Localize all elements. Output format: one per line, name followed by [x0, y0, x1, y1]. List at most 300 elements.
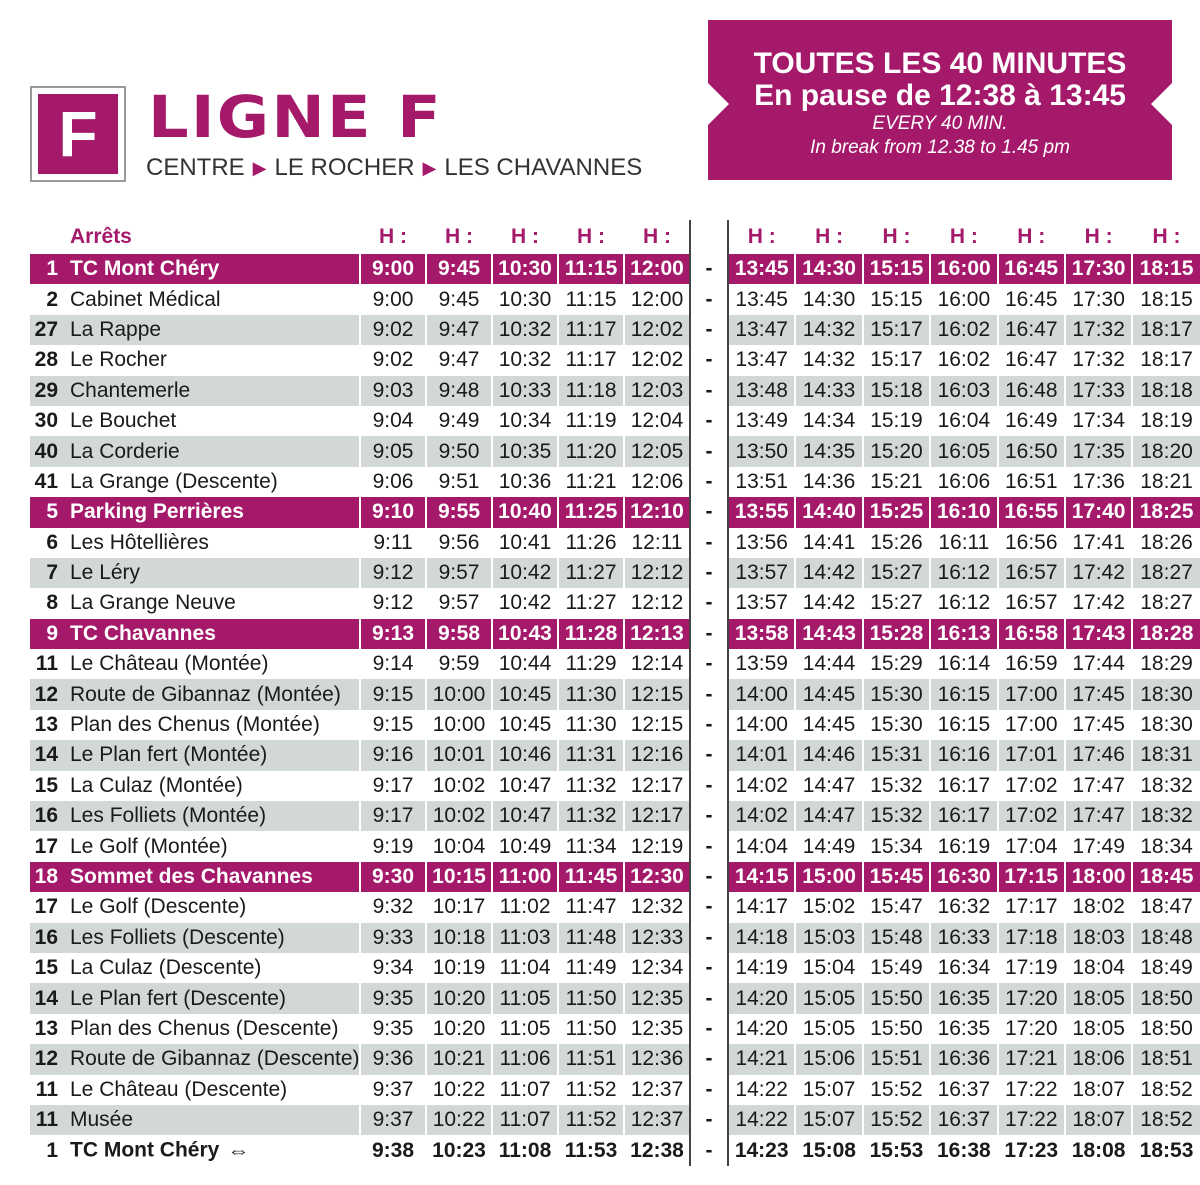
departure-time: 12:02: [624, 315, 690, 345]
stop-number: 13: [34, 713, 58, 737]
departure-time: 16:00: [930, 254, 997, 284]
departure-time: 11:32: [558, 771, 624, 801]
departure-time: 17:20: [998, 1014, 1065, 1044]
departure-time: 14:32: [795, 315, 862, 345]
departure-time: 12:37: [624, 1075, 690, 1105]
departure-time: 17:02: [998, 801, 1065, 831]
stop-number: 29: [30, 376, 64, 406]
departure-time: 9:51: [426, 467, 492, 497]
departure-time: 10:17: [426, 892, 492, 922]
stop-number: 13: [34, 1016, 58, 1040]
departure-time: 15:32: [863, 771, 930, 801]
departure-time: 14:47: [795, 771, 862, 801]
table-row: [30, 406, 1200, 436]
departure-time: 10:30: [492, 284, 558, 314]
departure-time: 12:05: [624, 436, 690, 466]
departure-time: 14:42: [795, 588, 862, 618]
table-row: [30, 376, 1200, 406]
break-dash: -: [690, 376, 728, 406]
stop-name-label: Chantemerle: [70, 378, 191, 402]
departure-time: 14:34: [795, 406, 862, 436]
departure-time: 14:43: [795, 619, 862, 649]
departure-time: 11:34: [558, 831, 624, 861]
departure-time: 9:00: [360, 254, 426, 284]
departure-time: 18:32: [1132, 801, 1199, 831]
frequency-banner: [708, 20, 1172, 180]
stop-name-label: La Grange (Descente): [70, 469, 278, 493]
stop-number: 15: [34, 956, 58, 980]
departure-time: 18:21: [1132, 467, 1199, 497]
departure-time: 13:58: [728, 619, 795, 649]
departure-time: 15:26: [863, 528, 930, 558]
stop-name-label: La Rappe: [70, 317, 162, 341]
departure-time: 9:16: [360, 740, 426, 770]
departure-time: 11:32: [558, 801, 624, 831]
departure-time: 16:45: [998, 284, 1065, 314]
departure-time: 11:52: [558, 1105, 624, 1135]
departure-time: 15:48: [863, 923, 930, 953]
departure-time: 9:17: [360, 771, 426, 801]
departure-time: 10:04: [426, 831, 492, 861]
stop-name: [64, 619, 360, 649]
stop-name: [64, 801, 360, 831]
stop-name-label: Le Golf (Montée): [70, 834, 228, 858]
table-row: [30, 771, 1200, 801]
stop-name-label: Le Plan fert (Montée): [70, 743, 268, 767]
table-row: [30, 649, 1200, 679]
break-dash: -: [690, 1044, 728, 1074]
departure-time: 17:33: [1065, 376, 1132, 406]
departure-time: 14:04: [728, 831, 795, 861]
departure-time: 11:30: [558, 679, 624, 709]
stop-name: [64, 649, 360, 679]
table-row: [30, 284, 1200, 314]
departure-time: 12:15: [624, 679, 690, 709]
departure-time: 16:33: [930, 923, 997, 953]
departure-time: 14:45: [795, 679, 862, 709]
departure-time: 17:34: [1065, 406, 1132, 436]
departure-time: 16:00: [930, 284, 997, 314]
departure-time: 9:35: [360, 983, 426, 1013]
departure-time: 9:50: [426, 436, 492, 466]
table-row: [30, 467, 1200, 497]
departure-time: 14:19: [728, 953, 795, 983]
stop-name-label: Plan des Chenus (Montée): [70, 713, 320, 737]
break-dash: -: [690, 558, 728, 588]
line-logo-letter: F: [38, 94, 118, 174]
right-arrow-icon: ▶: [252, 157, 267, 178]
departure-time: 15:17: [863, 315, 930, 345]
departure-time: 14:33: [795, 376, 862, 406]
departure-time: 9:14: [360, 649, 426, 679]
stop-name: [64, 315, 360, 345]
stop-name: [64, 284, 360, 314]
departure-time: 18:00: [1065, 862, 1132, 892]
departure-time: 9:04: [360, 406, 426, 436]
departure-time: 14:21: [728, 1044, 795, 1074]
departure-time: 9:47: [426, 315, 492, 345]
departure-time: 10:40: [492, 497, 558, 527]
departure-time: 15:25: [863, 497, 930, 527]
stop-name-label: Parking Perrières: [70, 500, 244, 524]
departure-time: 15:51: [863, 1044, 930, 1074]
departure-time: 12:13: [624, 619, 690, 649]
departure-time: 16:36: [930, 1044, 997, 1074]
route-stop-1: CENTRE: [146, 154, 245, 181]
departure-time: 15:52: [863, 1075, 930, 1105]
departure-time: 18:51: [1132, 1044, 1199, 1074]
departure-time: 16:55: [998, 497, 1065, 527]
stop-name-label: Les Folliets (Montée): [70, 804, 267, 828]
departure-time: 16:35: [930, 983, 997, 1013]
departure-time: 10:45: [492, 710, 558, 740]
departure-time: 16:05: [930, 436, 997, 466]
departure-time: 17:22: [998, 1105, 1065, 1135]
departure-time: 14:36: [795, 467, 862, 497]
break-dash: -: [690, 983, 728, 1013]
departure-time: 16:06: [930, 467, 997, 497]
departure-time: 17:23: [998, 1135, 1065, 1165]
stop-number: 14: [30, 740, 64, 770]
departure-time: 17:00: [998, 710, 1065, 740]
departure-time: 17:15: [998, 862, 1065, 892]
departure-time: 16:12: [930, 558, 997, 588]
stop-name-label: Les Hôtellières: [70, 530, 209, 554]
departure-time: 14:45: [795, 710, 862, 740]
departure-time: 12:33: [624, 923, 690, 953]
departure-time: 11:49: [558, 953, 624, 983]
departure-time: 16:03: [930, 376, 997, 406]
departure-time: 15:34: [863, 831, 930, 861]
hour-header: H :: [492, 220, 558, 254]
departure-time: 18:30: [1132, 679, 1199, 709]
departure-time: 16:04: [930, 406, 997, 436]
departure-time: 11:06: [492, 1044, 558, 1074]
table-row: [30, 983, 1200, 1013]
departure-time: 10:32: [492, 345, 558, 375]
departure-time: 14:44: [795, 649, 862, 679]
departure-time: 17:32: [1065, 345, 1132, 375]
departure-time: 14:20: [728, 983, 795, 1013]
table-row: [30, 315, 1200, 345]
departure-time: 15:04: [795, 953, 862, 983]
departure-time: 14:35: [795, 436, 862, 466]
departure-time: 18:34: [1132, 831, 1199, 861]
departure-time: 15:08: [795, 1135, 862, 1165]
break-dash: -: [690, 831, 728, 861]
stop-name-label: TC Chavannes: [70, 621, 216, 645]
departure-time: 10:33: [492, 376, 558, 406]
stop-name-label: Le Bouchet: [70, 409, 177, 433]
stop-name: [64, 588, 360, 618]
hour-header: H :: [558, 220, 624, 254]
departure-time: 16:37: [930, 1075, 997, 1105]
departure-time: 16:13: [930, 619, 997, 649]
departure-time: 15:05: [795, 983, 862, 1013]
departure-time: 10:15: [426, 862, 492, 892]
break-dash: -: [690, 771, 728, 801]
departure-time: 17:40: [1065, 497, 1132, 527]
departure-time: 16:10: [930, 497, 997, 527]
departure-time: 17:45: [1065, 679, 1132, 709]
departure-time: 12:06: [624, 467, 690, 497]
departure-time: 9:38: [360, 1135, 426, 1165]
departure-time: 10:21: [426, 1044, 492, 1074]
break-dash: -: [690, 923, 728, 953]
stop-name: [64, 467, 360, 497]
departure-time: 12:30: [624, 862, 690, 892]
hour-header: H :: [1132, 220, 1199, 254]
departure-time: 12:37: [624, 1105, 690, 1135]
departure-time: 16:37: [930, 1105, 997, 1135]
departure-time: 18:07: [1065, 1075, 1132, 1105]
departure-time: 18:53: [1132, 1135, 1199, 1165]
swap-arrows-icon: ⇔: [227, 1137, 250, 1163]
departure-time: 14:22: [728, 1105, 795, 1135]
page-title: LIGNE F: [148, 83, 443, 151]
route-stop-2: LE ROCHER: [274, 154, 415, 181]
departure-time: 11:27: [558, 588, 624, 618]
hour-header: H :: [930, 220, 997, 254]
departure-time: 17:42: [1065, 558, 1132, 588]
hour-header: H :: [624, 220, 690, 254]
stop-number: 14: [30, 983, 64, 1013]
departure-time: 10:42: [492, 588, 558, 618]
break-dash: -: [690, 315, 728, 345]
departure-time: 10:49: [492, 831, 558, 861]
departure-time: 17:32: [1065, 315, 1132, 345]
departure-time: 17:44: [1065, 649, 1132, 679]
table-row: [30, 588, 1200, 618]
departure-time: 18:15: [1132, 284, 1199, 314]
table-row: [30, 953, 1200, 983]
table-row: [30, 558, 1200, 588]
departure-time: 18:31: [1132, 740, 1199, 770]
departure-time: 10:20: [426, 983, 492, 1013]
departure-time: 10:19: [426, 953, 492, 983]
stop-number: 1: [30, 254, 64, 284]
departure-time: 18:05: [1065, 1014, 1132, 1044]
departure-time: 18:30: [1132, 710, 1199, 740]
departure-time: 18:49: [1132, 953, 1199, 983]
stop-number: 30: [34, 409, 58, 433]
departure-time: 13:49: [728, 406, 795, 436]
departure-time: 15:27: [863, 588, 930, 618]
departure-time: 18:15: [1132, 254, 1199, 284]
departure-time: 17:30: [1065, 254, 1132, 284]
departure-time: 11:07: [492, 1075, 558, 1105]
departure-time: 13:51: [728, 467, 795, 497]
departure-time: 16:57: [998, 558, 1065, 588]
departure-time: 9:12: [360, 588, 426, 618]
departure-time: 16:48: [998, 376, 1065, 406]
departure-time: 9:34: [360, 953, 426, 983]
departure-time: 11:47: [558, 892, 624, 922]
departure-time: 9:36: [360, 1044, 426, 1074]
stop-name: [64, 710, 360, 740]
departure-time: 13:47: [728, 315, 795, 345]
departure-time: 17:17: [998, 892, 1065, 922]
stop-number: 6: [46, 530, 58, 554]
stop-number: 28: [34, 348, 58, 372]
departure-time: 18:50: [1132, 983, 1199, 1013]
departure-time: 17:36: [1065, 467, 1132, 497]
hour-header: H :: [863, 220, 930, 254]
departure-time: 9:32: [360, 892, 426, 922]
departure-time: 18:17: [1132, 345, 1199, 375]
table-row: [30, 1135, 1200, 1165]
break-dash: -: [690, 1135, 728, 1165]
timetable: [30, 220, 1200, 1166]
departure-time: 9:02: [360, 315, 426, 345]
stop-number: 11: [30, 1105, 64, 1135]
departure-time: 17:47: [1065, 801, 1132, 831]
departure-time: 11:29: [558, 649, 624, 679]
stop-number: 18: [30, 862, 64, 892]
departure-time: 12:10: [624, 497, 690, 527]
departure-time: 17:30: [1065, 284, 1132, 314]
departure-time: 15:02: [795, 892, 862, 922]
stop-name: [64, 953, 360, 983]
stop-number: 2: [46, 287, 58, 311]
stop-name: [64, 892, 360, 922]
departure-time: 15:15: [863, 284, 930, 314]
departure-time: 15:30: [863, 679, 930, 709]
departure-time: 9:48: [426, 376, 492, 406]
table-row: [30, 862, 1200, 892]
departure-time: 12:11: [624, 528, 690, 558]
stop-name: [64, 1075, 360, 1105]
departure-time: 18:26: [1132, 528, 1199, 558]
break-dash: -: [690, 649, 728, 679]
departure-time: 18:17: [1132, 315, 1199, 345]
stop-name-label: La Corderie: [70, 439, 180, 463]
departure-time: 11:50: [558, 983, 624, 1013]
departure-time: 9:06: [360, 467, 426, 497]
banner-break-en: In break from 12.38 to 1.45 pm: [810, 137, 1070, 158]
departure-time: 14:49: [795, 831, 862, 861]
departure-time: 9:47: [426, 345, 492, 375]
departure-time: 11:45: [558, 862, 624, 892]
stop-number: 12: [30, 1044, 64, 1074]
departure-time: 11:05: [492, 1014, 558, 1044]
departure-time: 11:27: [558, 558, 624, 588]
departure-time: 10:43: [492, 619, 558, 649]
stop-name: [64, 345, 360, 375]
departure-time: 18:50: [1132, 1014, 1199, 1044]
stop-number: 1: [46, 1138, 58, 1162]
hour-header: H :: [795, 220, 862, 254]
break-dash: -: [690, 710, 728, 740]
departure-time: 12:14: [624, 649, 690, 679]
departure-time: 16:15: [930, 710, 997, 740]
departure-time: 15:27: [863, 558, 930, 588]
departure-time: 12:19: [624, 831, 690, 861]
departure-time: 16:32: [930, 892, 997, 922]
departure-time: 15:20: [863, 436, 930, 466]
stop-number: 16: [30, 923, 64, 953]
departure-time: 11:02: [492, 892, 558, 922]
departure-time: 16:49: [998, 406, 1065, 436]
departure-time: 16:58: [998, 619, 1065, 649]
departure-time: 13:45: [728, 254, 795, 284]
break-dash: -: [690, 679, 728, 709]
stop-name: [64, 983, 360, 1013]
stop-name: [64, 528, 360, 558]
departure-time: 9:15: [360, 679, 426, 709]
departure-time: 10:32: [492, 315, 558, 345]
departure-time: 15:00: [795, 862, 862, 892]
banner-frequency-en: EVERY 40 MIN.: [872, 113, 1008, 134]
departure-time: 17:22: [998, 1075, 1065, 1105]
stop-name: [64, 1105, 360, 1135]
departure-time: 9:58: [426, 619, 492, 649]
departure-time: 12:32: [624, 892, 690, 922]
departure-time: 14:02: [728, 801, 795, 831]
route-summary: [146, 154, 642, 182]
departure-time: 16:57: [998, 588, 1065, 618]
departure-time: 14:01: [728, 740, 795, 770]
stop-name-label: Route de Gibannaz (Descente): [70, 1047, 360, 1071]
departure-time: 15:07: [795, 1075, 862, 1105]
stop-name: [64, 1014, 360, 1044]
departure-time: 14:32: [795, 345, 862, 375]
departure-time: 17:18: [998, 923, 1065, 953]
table-row: [30, 254, 1200, 284]
departure-time: 11:15: [558, 284, 624, 314]
departure-time: 16:56: [998, 528, 1065, 558]
departure-time: 15:05: [795, 1014, 862, 1044]
departure-time: 12:17: [624, 801, 690, 831]
departure-time: 14:23: [728, 1135, 795, 1165]
stop-number: 17: [34, 834, 58, 858]
departure-time: 10:02: [426, 771, 492, 801]
table-row: [30, 831, 1200, 861]
departure-time: 11:15: [558, 254, 624, 284]
departure-time: 14:41: [795, 528, 862, 558]
stop-name: [64, 771, 360, 801]
stop-name-label: Le Château (Montée): [70, 652, 269, 676]
departure-time: 15:49: [863, 953, 930, 983]
line-logo: [30, 86, 126, 182]
break-dash: -: [690, 740, 728, 770]
departure-time: 17:41: [1065, 528, 1132, 558]
departure-time: 14:02: [728, 771, 795, 801]
departure-time: 18:03: [1065, 923, 1132, 953]
stop-name-label: TC Mont Chéry: [70, 1138, 220, 1162]
table-row: [30, 345, 1200, 375]
departure-time: 13:56: [728, 528, 795, 558]
banner-notch-left: [707, 82, 729, 126]
departure-time: 18:04: [1065, 953, 1132, 983]
stop-name: [64, 376, 360, 406]
departure-time: 16:47: [998, 345, 1065, 375]
departure-time: 12:00: [624, 254, 690, 284]
stop-name: [64, 436, 360, 466]
departure-time: 13:45: [728, 284, 795, 314]
departure-time: 14:20: [728, 1014, 795, 1044]
departure-time: 15:30: [863, 710, 930, 740]
departure-time: 16:02: [930, 345, 997, 375]
departure-time: 18:28: [1132, 619, 1199, 649]
departure-time: 10:00: [426, 679, 492, 709]
table-row: [30, 1044, 1200, 1074]
break-dash: -: [690, 1075, 728, 1105]
departure-time: 18:45: [1132, 862, 1199, 892]
stop-name-label: Le Rocher: [70, 348, 167, 372]
departure-time: 16:15: [930, 679, 997, 709]
departure-time: 18:52: [1132, 1105, 1199, 1135]
